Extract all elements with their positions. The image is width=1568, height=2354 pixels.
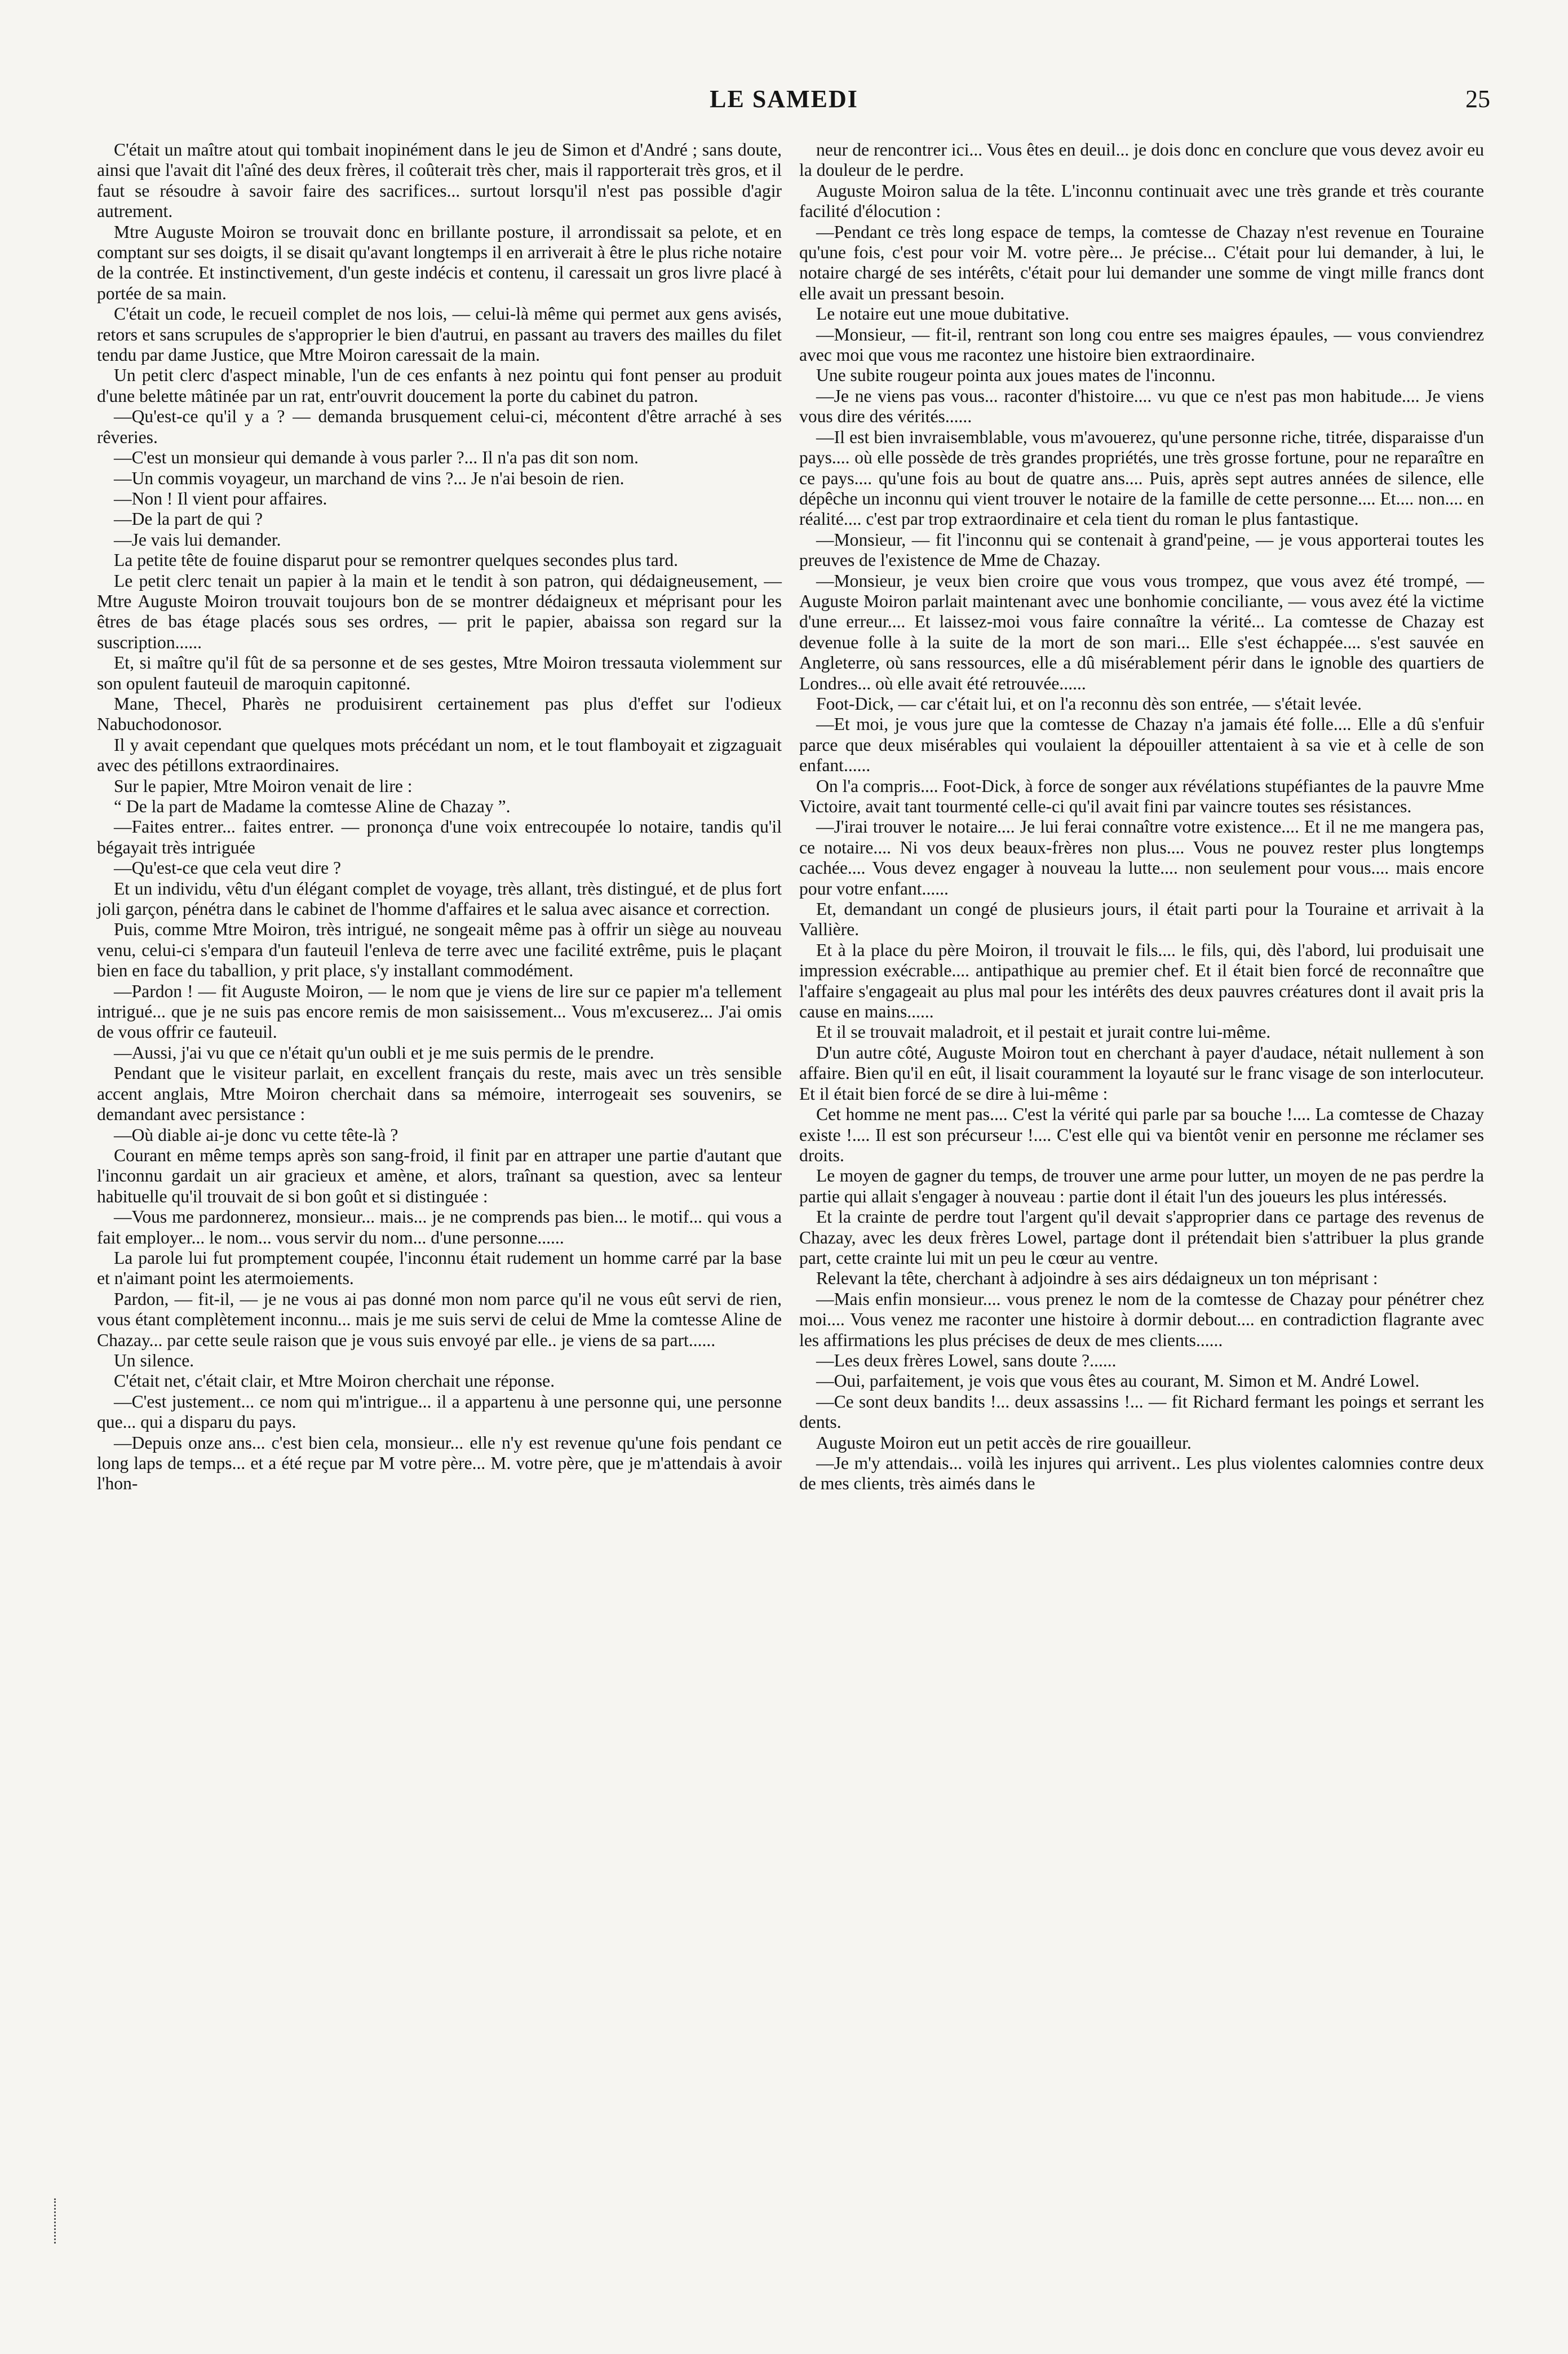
paragraph: Pendant que le visiteur parlait, en excellent français du reste, mais avec un très sensible accent anglais, Mtre Moiron cherchait dans sa mémoire, interrogeait ses souvenirs, se demandant avec persistance :	[97, 1063, 782, 1125]
paragraph: Pardon, — fit-il, — je ne vous ai pas donné mon nom parce qu'il ne vous eût servi de rien, vous étant complètement inconnu... mais je me suis servi de celui de Mme la comtesse Aline de Chazay... par cette seule raison que je vous suis envoyé par elle.. je viens de sa part......	[97, 1289, 782, 1350]
paragraph: Et la crainte de perdre tout l'argent qu'il devait s'approprier dans ce partage des revenus de Chazay, avec les deux frères Lowel, partage dont il prétendait bien s'attribuer la plus grande part, cette crainte lui mit un peu le cœur au ventre.	[799, 1207, 1484, 1268]
paragraph: La petite tête de fouine disparut pour se remontrer quelques secondes plus tard.	[114, 550, 679, 570]
paragraph: —C'est un monsieur qui demande à vous parler ?... Il n'a pas dit son nom.	[114, 448, 639, 468]
paragraph: Cet homme ne ment pas.... C'est la vérité qui parle par sa bouche !.... La comtesse de Chazay existe !.... Il est son précurseur !.... C'est elle qui va bientôt venir en personne me réclamer ses droits.	[799, 1104, 1484, 1165]
paragraph: D'un autre côté, Auguste Moiron tout en cherchant à payer d'audace, nétait nullement à son affaire. Bien qu'il en eût, il lisait couramment la loyauté sur le franc visage de son interlocuteur. Et il était bien forcé de se dire à lui-même :	[799, 1042, 1484, 1104]
paragraph: —Qu'est-ce que cela veut dire ?	[114, 858, 342, 878]
paragraph: —Mais enfin monsieur.... vous prenez le nom de la comtesse de Chazay pour pénétrer chez moi.... Vous venez me raconter une histoire à dormir debout.... en contradiction flagrante avec les affirmations les plus précises de deux de mes clients......	[799, 1289, 1484, 1350]
paragraph: —Pendant ce très long espace de temps, la comtesse de Chazay n'est revenue en Touraine qu'une fois, c'est pour voir M. votre père... Je précise... C'était pour lui demander, à lui, le notaire chargé de ses intérêts, c'était pour lui demander une somme de vingt mille francs dont elle avait un pressant besoin.	[799, 222, 1484, 303]
paragraph: Courant en même temps après son sang-froid, il finit par en attraper une partie d'autant que l'inconnu gardait un air gracieux et amène, et alors, traînant sa question, avec sa lenteur habituelle qu'il trouvait de si bon goût et si distinguée :	[97, 1145, 782, 1206]
page-number: 25	[1465, 85, 1490, 113]
paragraph: Il y avait cependant que quelques mots précédant un nom, et le tout flamboyait et zigzaguait avec des pétillons extraordinaires.	[97, 734, 782, 776]
paragraph: C'était un maître atout qui tombait inopinément dans le jeu de Simon et d'André ; sans doute, ainsi que l'avait dit l'aîné des deux frères, il coûterait très cher, mais il rapporterait très gros, et il faut se résoudre à savoir faire des sacrifices... surtout lorsqu'il n'est pas possible d'agir autrement.	[97, 140, 782, 222]
paragraph: —Aussi, j'ai vu que ce n'était qu'un oubli et je me suis permis de le prendre.	[114, 1042, 654, 1063]
paragraph: Puis, comme Mtre Moiron, très intrigué, ne songeait même pas à offrir un siège au nouveau venu, celui-ci s'empara d'un fauteuil l'enleva de terre avec une facilité extrême, puis le plaçant bien en face du taballion, y prit place, s'y installant commodément.	[97, 919, 782, 981]
paragraph: Le notaire eut une moue dubitative.	[816, 304, 1070, 324]
paragraph: Et, demandant un congé de plusieurs jours, il était parti pour la Touraine et arrivait à la Vallière.	[799, 899, 1484, 940]
paragraph: —J'irai trouver le notaire.... Je lui ferai connaître votre existence.... Et il ne me mangera pas, ce notaire.... Ni vos deux beaux-frères non plus.... Vous ne pouvez rester plus longtemps cachée.... Vous devez engager à nouveau la lutte.... non seulement pour vous.... mais encore pour votre enfant......	[799, 817, 1484, 899]
paragraph: neur de rencontrer ici... Vous êtes en deuil... je dois donc en conclure que vous devez avoir eu la douleur de le perdre.	[799, 140, 1484, 180]
paragraph: Et à la place du père Moiron, il trouvait le fils.... le fils, qui, dès l'abord, lui produisait une impression exécrable.... antipathique au premier chef. Et il était bien forcé de reconnaître que l'affaire s'engageait au plus mal pour les intérêts des deux pauvres créatures dont il avait pris la cause en mains......	[799, 940, 1484, 1022]
paragraph: On l'a compris.... Foot-Dick, à force de songer aux révélations stupéfiantes de la pauvre Mme Victoire, avait tant tourmenté celle-ci qu'il avait fini par vaincre toutes ses résistances.	[799, 776, 1484, 816]
paragraph: —Et moi, je vous jure que la comtesse de Chazay n'a jamais été folle.... Elle a dû s'enfuir parce que deux misérables qui voulaient la dépouiller attentaient à sa vie et à celle de son enfant......	[799, 714, 1484, 776]
paragraph: —Je m'y attendais... voilà les injures qui arrivent.. Les plus violentes calomnies contre deux de mes clients, très aimés dans le	[799, 1453, 1484, 1494]
paragraph: —Oui, parfaitement, je vois que vous êtes au courant, M. Simon et M. André Lowel.	[816, 1371, 1420, 1391]
paragraph: —C'est justement... ce nom qui m'intrigue... il a appartenu à une personne qui, une personne que... qui a disparu du pays.	[97, 1391, 782, 1432]
paragraph: —Un commis voyageur, un marchand de vins ?... Je n'ai besoin de rien.	[114, 468, 624, 488]
paragraph: —Faites entrer... faites entrer. — prononça d'une voix entrecoupée lo notaire, tandis qu'il bégayait très intriguée	[97, 817, 782, 857]
paragraph: —De la part de qui ?	[114, 509, 263, 529]
paragraph: —Depuis onze ans... c'est bien cela, monsieur... elle n'y est revenue qu'une fois pendant ce long laps de temps... et a été reçue par M votre père... M. votre père, que je m'attendais à avoir l'hon-	[97, 1432, 782, 1494]
paragraph: Foot-Dick, — car c'était lui, et on l'a reconnu dès son entrée, — s'était levée.	[816, 693, 1362, 714]
left-column	[97, 140, 782, 1494]
paragraph: —Monsieur, — fit l'inconnu qui se contenait à grand'peine, — je vous apporterai toutes les preuves de l'existence de Mme de Chazay.	[799, 529, 1484, 570]
paragraph: Un petit clerc d'aspect minable, l'un de ces enfants à nez pointu qui font penser au produit d'une belette mâtinée par un rat, entr'ouvrit doucement la porte du cabinet du patron.	[97, 365, 782, 406]
paragraph: Auguste Moiron eut un petit accès de rire gouailleur.	[816, 1432, 1191, 1453]
paragraph: —Monsieur, — fit-il, rentrant son long cou entre ses maigres épaules, — vous conviendrez avec moi que vous me racontez une histoire bien extraordinaire.	[799, 324, 1484, 365]
paragraph: Une subite rougeur pointa aux joues mates de l'inconnu.	[816, 365, 1216, 386]
paragraph: Un silence.	[114, 1350, 194, 1370]
paragraph: La parole lui fut promptement coupée, l'inconnu était rudement un homme carré par la base et n'aimant point les atermoiements.	[97, 1247, 782, 1289]
paragraph: “ De la part de Madame la comtesse Aline de Chazay ”.	[114, 797, 511, 816]
paragraph: Mtre Auguste Moiron se trouvait donc en brillante posture, il arrondissait sa pelote, et en comptant sur ses doigts, il se disait qu'avant longtemps il en arriverait à être le plus riche notaire de la contrée. Et instinctivement, d'un geste indécis et contenu, il caressait un gros livre placé à portée de sa main.	[97, 222, 782, 303]
paragraph: Et, si maître qu'il fût de sa personne et de ses gestes, Mtre Moiron tressauta violemment sur son opulent fauteuil de maroquin capitonné.	[97, 653, 782, 693]
paragraph: Et il se trouvait maladroit, et il pestait et jurait contre lui-même.	[816, 1022, 1271, 1042]
paragraph: —Monsieur, je veux bien croire que vous vous trompez, que vous avez été trompé, — Auguste Moiron parlait maintenant avec une bonhomie conciliante, — vous avez été la victime d'une erreur.... Et laissez-moi vous faire connaître la vérité... La comtesse de Chazay est devenue folle à la suite de la mort de son mari... Elle s'est échappée.... s'est sauvée en Angleterre, où sans ressources, elle a dû misérablement périr dans le ignoble des quartiers de Londres... où elle avait été retrouvée......	[799, 570, 1484, 693]
paragraph: —Je vais lui demander.	[114, 529, 281, 550]
paragraph: —Pardon ! — fit Auguste Moiron, — le nom que je viens de lire sur ce papier m'a tellement intrigué... que je ne suis pas encore remis de mon saisissement... Vous m'excuserez... J'ai omis de vous offrir ce fauteuil.	[97, 981, 782, 1042]
paragraph: Et un individu, vêtu d'un élégant complet de voyage, très allant, très distingué, et de plus fort joli garçon, pénétra dans le cabinet de l'homme d'affaires et le salua avec aisance et correction.	[97, 878, 782, 919]
running-title: LE SAMEDI	[710, 85, 858, 113]
paragraph: —Vous me pardonnerez, monsieur... mais... je ne comprends pas bien... le motif... qui vous a fait employer... le nom... vous servir du nom... d'une personne......	[97, 1207, 782, 1247]
paragraph: C'était un code, le recueil complet de nos lois, — celui-là même qui permet aux gens avisés, retors et sans scrupules de s'approprier le bien d'autrui, en passant au travers des mailles du filet tendu par dame Justice, que Mtre Moiron caressait de la main.	[97, 304, 782, 365]
paragraph: —Les deux frères Lowel, sans doute ?......	[816, 1350, 1117, 1370]
paragraph: —Non ! Il vient pour affaires.	[114, 488, 327, 508]
paragraph: —Où diable ai-je donc vu cette tête-là ?	[114, 1125, 398, 1145]
paragraph: Mane, Thecel, Pharès ne produisirent certainement pas plus d'effet sur l'odieux Nabuchodonosor.	[97, 693, 782, 734]
paragraph: —Qu'est-ce qu'il y a ? — demanda brusquement celui-ci, mécontent d'être arraché à ses rêveries.	[97, 406, 782, 447]
paragraph: C'était net, c'était clair, et Mtre Moiron cherchait une réponse.	[114, 1371, 555, 1391]
right-column	[799, 140, 1484, 1494]
paragraph: —Il est bien invraisemblable, vous m'avouerez, qu'une personne riche, titrée, disparaisse d'un pays.... où elle possède de très grandes propriétés, une très grosse fortune, pour ne reparaître en ce pays.... qu'une fois au bout de quatre ans.... Puis, après sept autres années de silence, elle dépêche un inconnu qui vient trouver le notaire de la famille de cette personne.... Et.... non.... en réalité.... c'est par trop extraordinaire et cela tient du roman le plus fantastique.	[799, 427, 1484, 529]
paragraph: —Je ne viens pas vous... raconter d'histoire.... vu que ce n'est pas mon habitude.... Je viens vous dire des vérités......	[799, 386, 1484, 427]
paragraph: —Ce sont deux bandits !... deux assassins !... — fit Richard fermant les poings et serrant les dents.	[799, 1391, 1484, 1432]
paragraph: Le petit clerc tenait un papier à la main et le tendit à son patron, qui dédaigneusement, — Mtre Auguste Moiron trouvait toujours bon de se montrer dédaigneux et méprisant pour les êtres de bas étage placés sous ses ordres, — prit le papier, abaissa son regard sur la suscription......	[97, 570, 782, 652]
margin-dotted-mark	[54, 2198, 57, 2244]
paragraph: Relevant la tête, cherchant à adjoindre à ses airs dédaigneux un ton méprisant :	[816, 1268, 1378, 1289]
paragraph: Le moyen de gagner du temps, de trouver une arme pour lutter, un moyen de ne pas perdre la partie qui allait s'engager à nouveau : partie dont il était l'un des joueurs les plus intéressés.	[799, 1166, 1484, 1206]
paragraph: Sur le papier, Mtre Moiron venait de lire :	[114, 776, 413, 796]
paragraph: Auguste Moiron salua de la tête. L'inconnu continuait avec une très grande et très courante facilité d'élocution :	[799, 180, 1484, 222]
